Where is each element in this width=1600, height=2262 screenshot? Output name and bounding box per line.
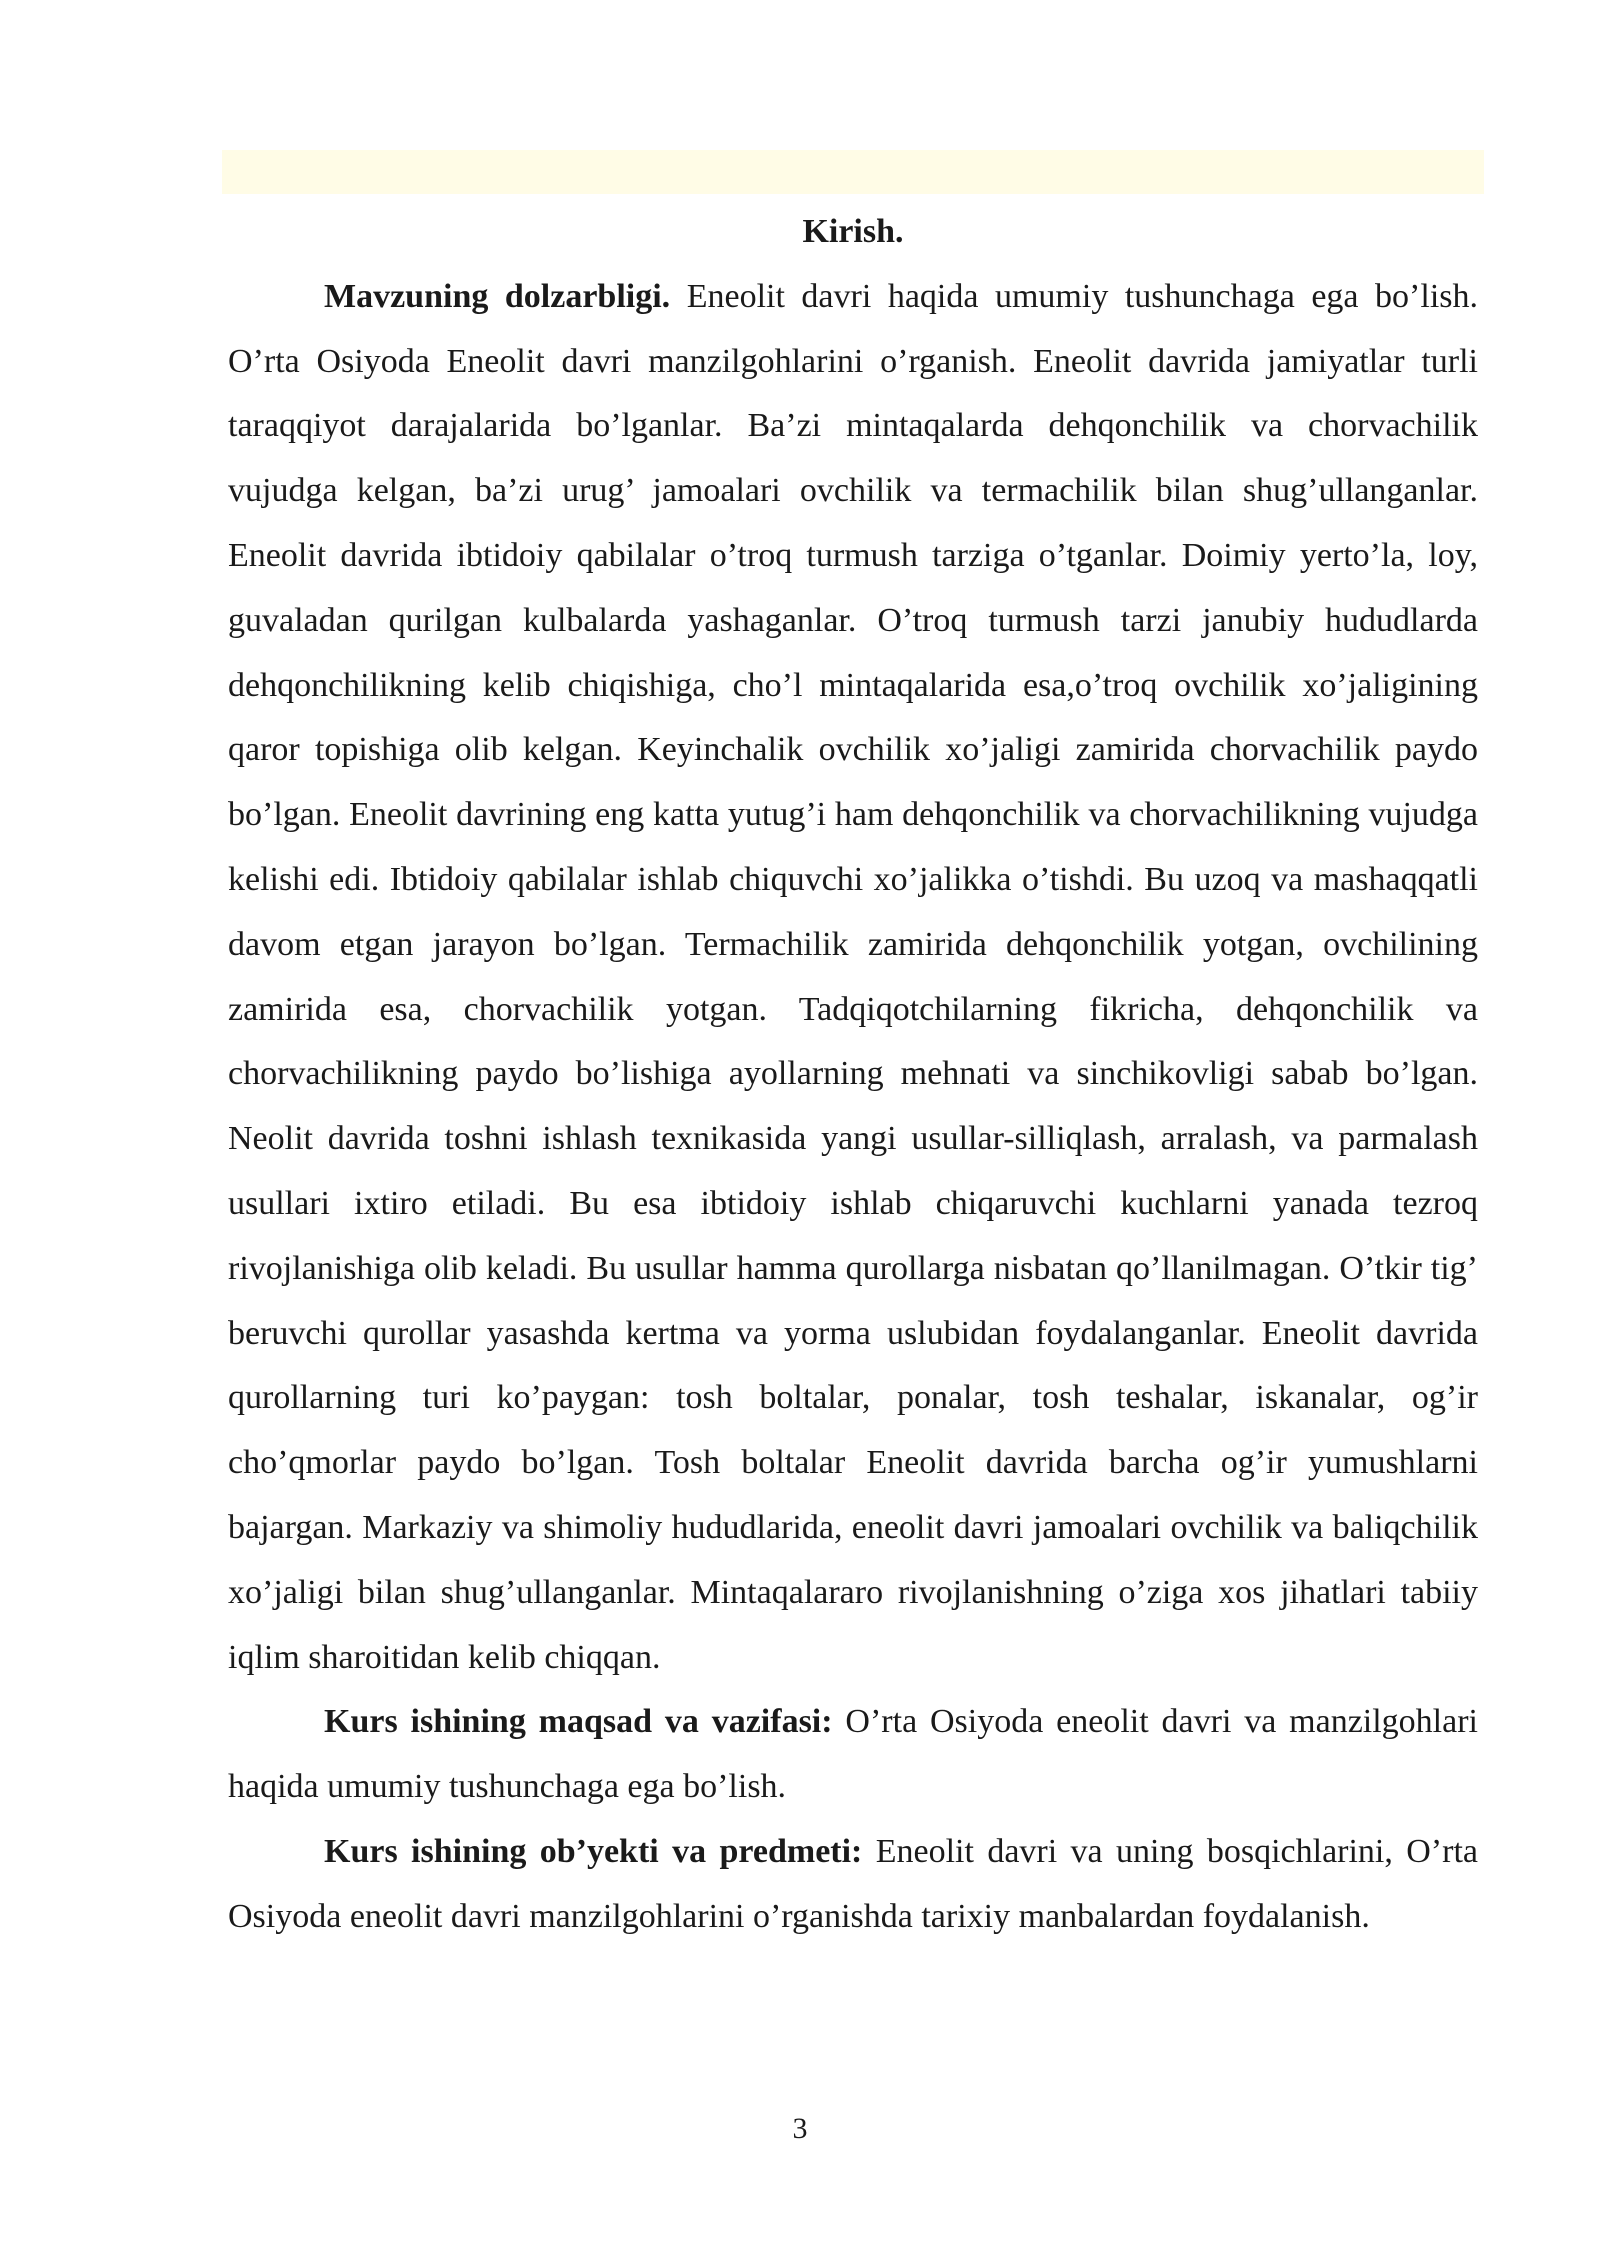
paragraph-relevance xyxy=(228,265,1478,1691)
paragraph-lead: Kurs ishining ob’yekti va predmeti: xyxy=(324,1832,863,1870)
paragraph-goal xyxy=(228,1690,1478,1820)
paragraph-lead: Mavzuning dolzarbligi. xyxy=(324,277,671,315)
section-title: Kirish. xyxy=(802,213,904,250)
paragraph-lead: Kurs ishining maqsad va vazifasi: xyxy=(324,1703,833,1741)
paragraph-text: Eneolit davri va uning bosqichlarini, O’rta Osiyoda eneolit davri manzilgohlarini o’rganishda tarixiy manbalardan foydalanish. xyxy=(228,1832,1478,1935)
document-body xyxy=(228,200,1478,1950)
paragraph-object xyxy=(228,1820,1478,1950)
paragraph-text: Eneolit davri haqida umumiy tushunchaga ega bo’lish. O’rta Osiyoda Eneolit davri manzilgohlarini o’rganish. Eneolit davrida jamiyatlar turli taraqqiyot darajalarida bo’lganlar. Ba’zi mintaqalarda dehqonchilik va chorvachilik vujudga kelgan, ba’zi urug’ jamoalari ovchilik va termachilik bilan shug’ullanganlar. Eneolit davrida ibtidoiy qabilalar o’troq turmush tarziga o’tganlar. Doimiy yerto’la, loy, guvaladan qurilgan kulbalarda yashaganlar. O’troq turmush tarzi janubiy hududlarda dehqonchilikning kelib chiqishiga, cho’l mintaqalarida esa,o’troq ovchilik xo’jaligining qaror topishiga olib kelgan. Keyinchalik ovchilik xo’jaligi zamirida chorvachilik paydo bo’lgan. Eneolit davrining eng katta yutug’i ham dehqonchilik va chorvachilikning vujudga kelishi edi. Ibtidoiy qabilalar ishlab chiquvchi xo’jalikka o’tishdi. Bu uzoq va mashaqqatli davom etgan jarayon bo’lgan. Termachilik zamirida dehqonchilik yotgan, ovchilining zamirida esa, chorvachilik yotgan. Tadqiqotchilarning fikricha, dehqonchilik va chorvachilikning paydo bo’lishiga ayollarning mehnati va sinchikovligi sabab bo’lgan. Neolit davrida toshni ishlash texnikasida yangi usullar-silliqlash, arralash, va parmalash usullari ixtiro etiladi. Bu esa ibtidoiy ishlab chiqaruvchi kuchlarni yanada tezroq rivojlanishiga olib keladi. Bu usullar hamma qurollarga nisbatan qo’llanilmagan. O’tkir tig’ beruvchi qurollar yasashda kertma va yorma uslubidan foydalanganlar. Eneolit davrida qurollarning turi ko’paygan: tosh boltalar, ponalar, tosh teshalar, iskanalar, og’ir cho’qmorlar paydo bo’lgan. Tosh boltalar Eneolit davrida barcha og’ir yumushlarni bajargan. Markaziy va shimoliy hududlarida, eneolit davri jamoalari ovchilik va baliqchilik xo’jaligi bilan shug’ullanganlar. Mintaqalararo rivojlanishning o’ziga xos jihatlari tabiiy iqlim sharoitidan kelib chiqqan. xyxy=(228,277,1478,1676)
header-tint-band xyxy=(222,150,1484,194)
page-number: 3 xyxy=(792,2112,808,2145)
paragraph-text: O’rta Osiyoda eneolit davri va manzilgohlari haqida umumiy tushunchaga ega bo’lish. xyxy=(228,1703,1478,1806)
